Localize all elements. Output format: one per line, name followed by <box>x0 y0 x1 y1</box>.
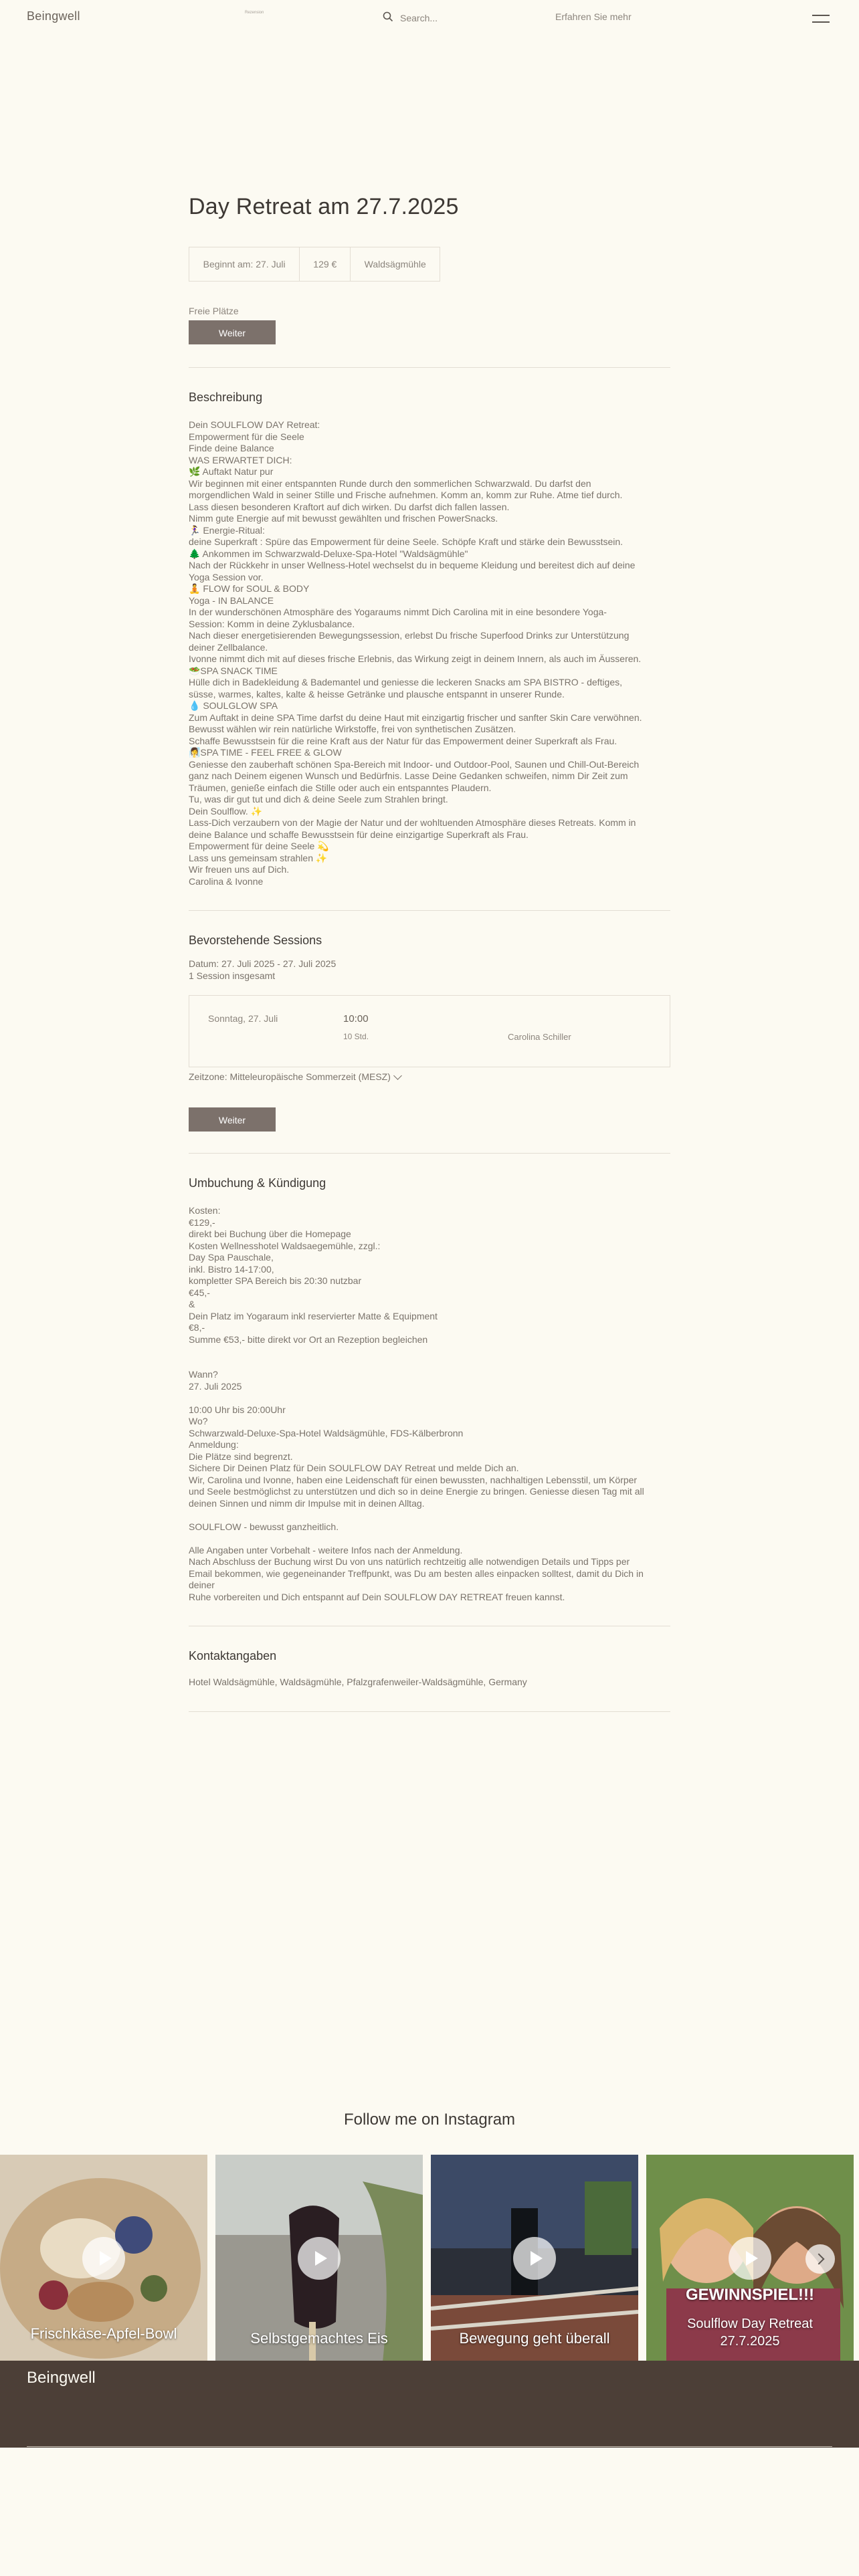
timezone-select[interactable] <box>189 1071 670 1082</box>
description-line: ganz nach Deinem eigenen Wunsch und Bedürfnis. Lasse Deine Gedanken schweifen, nimm Dir Zeit zum <box>189 770 628 781</box>
divider <box>189 367 670 368</box>
footer-band <box>0 2361 859 2448</box>
post-caption-line2: Soulflow Day Retreat <box>687 2317 813 2331</box>
instagram-post[interactable] <box>215 2155 423 2362</box>
play-icon[interactable] <box>513 2237 556 2280</box>
description-line: Hülle dich in Badekleidung & Bademantel und geniesse die leckeren Snacks am SPA BISTRO - deftiges, <box>189 677 622 687</box>
description-line: Träumen, genieße einfach die Stille oder auch ein entspanntes Plaudern. <box>189 782 492 793</box>
description-line: morgendlichen Wald in seiner Stille und Frische aufnehmen. Komm an, komm zur Ruhe. Atme tief durch. <box>189 490 623 500</box>
location: Waldsägmühle <box>350 247 440 282</box>
search-input[interactable] <box>400 13 494 23</box>
policy-line: deinen Sinnen und nimm dir Impulse mit in deinen Alltag. <box>189 1497 425 1509</box>
divider <box>189 910 670 911</box>
policy-line: Kosten Wellnesshotel Waldsaegemühle, zzgl.: <box>189 1240 381 1251</box>
policy-line: Wir, Carolina und Ivonne, haben eine Leidenschaft für einen bewussten, nachhaltigen Lebensstil, um Körper <box>189 1474 638 1485</box>
policy-line: €45,- <box>189 1287 210 1298</box>
policy-line: 10:00 Uhr bis 20:00Uhr <box>189 1404 286 1415</box>
description-line: Empowerment für deine Seele 💫 <box>189 841 329 851</box>
description-line: Yoga Session vor. <box>189 571 264 582</box>
sessions-continue-button[interactable]: Weiter <box>189 1107 276 1132</box>
description-line: Bewusst wählen wir rein natürliche Wirkstoffe, frei von synthetischen Zusätzen. <box>189 724 516 734</box>
chevron-down-icon <box>393 1071 402 1080</box>
policy-line: SOULFLOW - bewusst ganzheitlich. <box>189 1521 339 1532</box>
description-line: Ivonne nimmt dich mit auf dieses frische Erlebnis, das Wirkung zeigt in deinem Innern, als auch im Äusseren. <box>189 653 642 664</box>
policy-line: direkt bei Buchung über die Homepage <box>189 1228 351 1239</box>
policy-line: Sichere Dir Deinen Platz für Dein SOULFLOW DAY Retreat und melde Dich an. <box>189 1463 519 1473</box>
description-line: 🌲 Ankommen im Schwarzwald-Deluxe-Spa-Hotel "Waldsägmühle" <box>189 548 468 559</box>
description-text <box>189 419 670 887</box>
divider <box>27 2446 832 2447</box>
policy-line: Ruhe vorbereiten und Dich entspannt auf Dein SOULFLOW DAY RETREAT freuen kannst. <box>189 1591 565 1602</box>
description-line: Schaffe Bewusstsein für die reine Kraft aus der Natur für das Empowerment deiner Superkraft als Frau. <box>189 735 617 746</box>
play-icon[interactable] <box>298 2237 341 2280</box>
chevron-right-icon <box>814 2254 825 2265</box>
start-date: Beginnt am: 27. Juli <box>189 247 300 282</box>
price: 129 € <box>299 247 351 282</box>
description-line: deine Balance und schaffe Bewusstsein für deine einzigartige Superkraft als Frau. <box>189 829 529 840</box>
policy-line: Dein Platz im Yogaraum inkl reservierter Matte & Equipment <box>189 1310 438 1321</box>
instagram-post[interactable] <box>0 2155 207 2362</box>
session-host: Carolina Schiller <box>508 1032 571 1042</box>
description-line: Nach der Rückkehr in unser Wellness-Hotel wechselst du in bequeme Kleidung und bereitest dich auf deine <box>189 560 636 570</box>
policy-line: Wann? <box>189 1369 218 1380</box>
description-line: In der wunderschönen Atmosphäre des Yogaraums nimmt Dich Carolina mit in eine besondere Yoga- <box>189 607 607 617</box>
description-line: süsse, warmes, kaltes, kalte & heisse Getränke und plausche entspannt in unserer Runde. <box>189 688 565 700</box>
description-line: Carolina & Ivonne <box>189 875 264 887</box>
policy-line: €129,- <box>189 1216 215 1228</box>
description-line: Lass diesen besonderen Kraftort auf dich wirken. Du darfst dich fallen lassen. <box>189 501 510 512</box>
description-line: 🏃‍♀️ Energie-Ritual: <box>189 524 265 536</box>
policy-line: Schwarzwald-Deluxe-Spa-Hotel Waldsägmühle, FDS-Kälberbronn <box>189 1427 464 1438</box>
divider <box>189 1153 670 1154</box>
description-line: 💧 SOULGLOW SPA <box>189 700 278 711</box>
sessions-date-range: Datum: 27. Juli 2025 - 27. Juli 2025 <box>189 958 337 969</box>
instagram-title: Follow me on Instagram <box>343 2111 516 2129</box>
description-line: Lass-Dich verzaubern von der Magie der Natur und der wohltuenden Atmosphäre dieses Retreats. Komm in <box>189 817 636 828</box>
page-title: Day Retreat am 27.7.2025 <box>189 194 459 219</box>
instagram-post[interactable] <box>431 2155 638 2362</box>
policy-title: Umbuchung & Kündigung <box>189 1176 326 1190</box>
policy-line: Nach Abschluss der Buchung wirst Du von uns natürlich rechtzeitig alle notwendigen Details und Tipps per <box>189 1556 630 1567</box>
post-caption: Frischkäse-Apfel-Bowl <box>30 2325 177 2342</box>
policy-line: Kosten: <box>189 1205 221 1216</box>
policy-line: Day Spa Pauschale, <box>189 1252 274 1263</box>
description-line: Tu, was dir gut tut und dich & deine Seele zum Strahlen bringt. <box>189 794 448 804</box>
sessions-title: Bevorstehende Sessions <box>189 934 322 947</box>
policy-line <box>189 1392 670 1404</box>
policy-line: Anmeldung: <box>189 1439 239 1450</box>
post-caption: Selbstgemachtes Eis <box>250 2330 388 2347</box>
session-item[interactable] <box>189 995 670 1067</box>
header-small-text: Rezension <box>245 11 264 15</box>
description-line: Nimm gute Energie auf mit bewusst gewählten und frischen PowerSnacks. <box>189 513 498 524</box>
description-line: WAS ERWARTET DICH: <box>189 454 292 465</box>
post-caption: GEWINNSPIEL!!! <box>686 2286 814 2304</box>
footer-brand[interactable]: Beingwell <box>27 2369 96 2387</box>
description-line: Geniesse den zauberhaft schönen Spa-Bereich mit Indoor- und Outdoor-Pool, Saunen und Chill-Out-Bereich <box>189 758 640 770</box>
policy-line <box>189 1346 670 1358</box>
policy-line <box>189 1358 670 1370</box>
policy-line: 27. Juli 2025 <box>189 1380 242 1392</box>
event-info-row <box>189 247 440 282</box>
policy-line: und Seele bestmöglichst zu unterstützen und dich so in deine Energie zu bringen. Geniesse diesen Tag mit all <box>189 1486 644 1497</box>
description-line: Session: Komm in deine Zyklusbalance. <box>189 618 355 629</box>
site-header <box>0 0 859 37</box>
continue-button[interactable]: Weiter <box>189 320 276 344</box>
description-line: Dein SOULFLOW DAY Retreat: <box>189 419 320 430</box>
description-line: Wir beginnen mit einer entspannten Runde durch den sommerlichen Schwarzwald. Du darfst den <box>189 477 591 489</box>
site-footer <box>0 2361 859 2576</box>
description-line: Yoga - IN BALANCE <box>189 595 274 606</box>
description-line: Zum Auftakt in deine SPA Time darfst du deine Haut mit einzigartig frischer und sanfter Skin Care verwöhnen. <box>189 712 642 723</box>
description-line: Nach dieser energetisierenden Bewegungssession, erlebst Du frische Superfood Drinks zur Unterstützung <box>189 630 630 641</box>
policy-line: Alle Angaben unter Vorbehalt - weitere Infos nach der Anmeldung. <box>189 1544 463 1555</box>
policy-line: Summe €53,- bitte direkt vor Ort an Rezeption begleichen <box>189 1333 428 1345</box>
instagram-feed <box>0 2155 859 2362</box>
menu-icon[interactable] <box>812 15 830 23</box>
policy-line: inkl. Bistro 14-17:00, <box>189 1263 274 1275</box>
policy-line: €8,- <box>189 1322 205 1333</box>
play-icon[interactable] <box>729 2237 771 2280</box>
search-icon[interactable] <box>383 11 393 25</box>
description-line: Wir freuen uns auf Dich. <box>189 864 290 875</box>
description-line: deiner Zellbalance. <box>189 641 268 653</box>
contact-title: Kontaktangaben <box>189 1649 277 1662</box>
description-line: Dein Soulflow. ✨ <box>189 805 263 817</box>
description-line: Finde deine Balance <box>189 443 274 453</box>
session-date: Sonntag, 27. Juli <box>208 1013 278 1024</box>
policy-line: & <box>189 1299 195 1309</box>
description-line: 🧖‍♀️SPA TIME - FEEL FREE & GLOW <box>189 747 342 758</box>
event-content <box>189 194 670 1712</box>
brand-logo[interactable]: Beingwell <box>27 9 80 23</box>
session-duration: 10 Std. <box>343 1032 369 1041</box>
session-time: 10:00 <box>343 1013 369 1025</box>
description-line: Lass uns gemeinsam strahlen ✨ <box>189 852 328 863</box>
policy-line: Wo? <box>189 1416 208 1426</box>
sessions-count: 1 Session insgesamt <box>189 970 276 981</box>
description-line: deine Superkraft : Spüre das Empowerment für deine Seele. Schöpfe Kraft und stärke dein Bewusstsein. <box>189 536 624 547</box>
free-spots-label: Freie Plätze <box>189 306 239 316</box>
description-line: 🧘 FLOW for SOUL & BODY <box>189 583 310 594</box>
play-icon[interactable] <box>82 2237 125 2280</box>
policy-line <box>189 1509 670 1521</box>
contact-address: Hotel Waldsägmühle, Waldsägmühle, Pfalzgrafenweiler-Waldsägmühle, Germany <box>189 1677 527 1687</box>
search-bar[interactable] <box>383 11 494 25</box>
timezone-label: Zeitzone: Mitteleuropäische Sommerzeit (MESZ) <box>189 1071 391 1082</box>
sessions-summary <box>189 958 670 982</box>
policy-line: Email bekommen, wie gegeneinander Treffpunkt, was Du am besten alles einpacken solltest, damit du Dich in deiner <box>189 1568 644 1590</box>
policy-line: Die Plätze sind begrenzt. <box>189 1451 293 1462</box>
description-line: 🥗SPA SNACK TIME <box>189 665 278 676</box>
description-line: 🌿 Auftakt Natur pur <box>189 466 274 477</box>
post-caption-line3: 27.7.2025 <box>720 2334 780 2349</box>
post-caption: Bewegung geht überall <box>459 2330 610 2347</box>
policy-text <box>189 1205 670 1603</box>
divider <box>189 1711 670 1712</box>
description-line: Empowerment für die Seele <box>189 431 304 442</box>
carousel-next-button[interactable] <box>805 2244 835 2274</box>
policy-line: kompletter SPA Bereich bis 20:30 nutzbar <box>189 1275 362 1286</box>
description-title: Beschreibung <box>189 391 263 404</box>
learn-more-link[interactable]: Erfahren Sie mehr <box>555 11 632 22</box>
policy-line <box>189 1533 670 1545</box>
